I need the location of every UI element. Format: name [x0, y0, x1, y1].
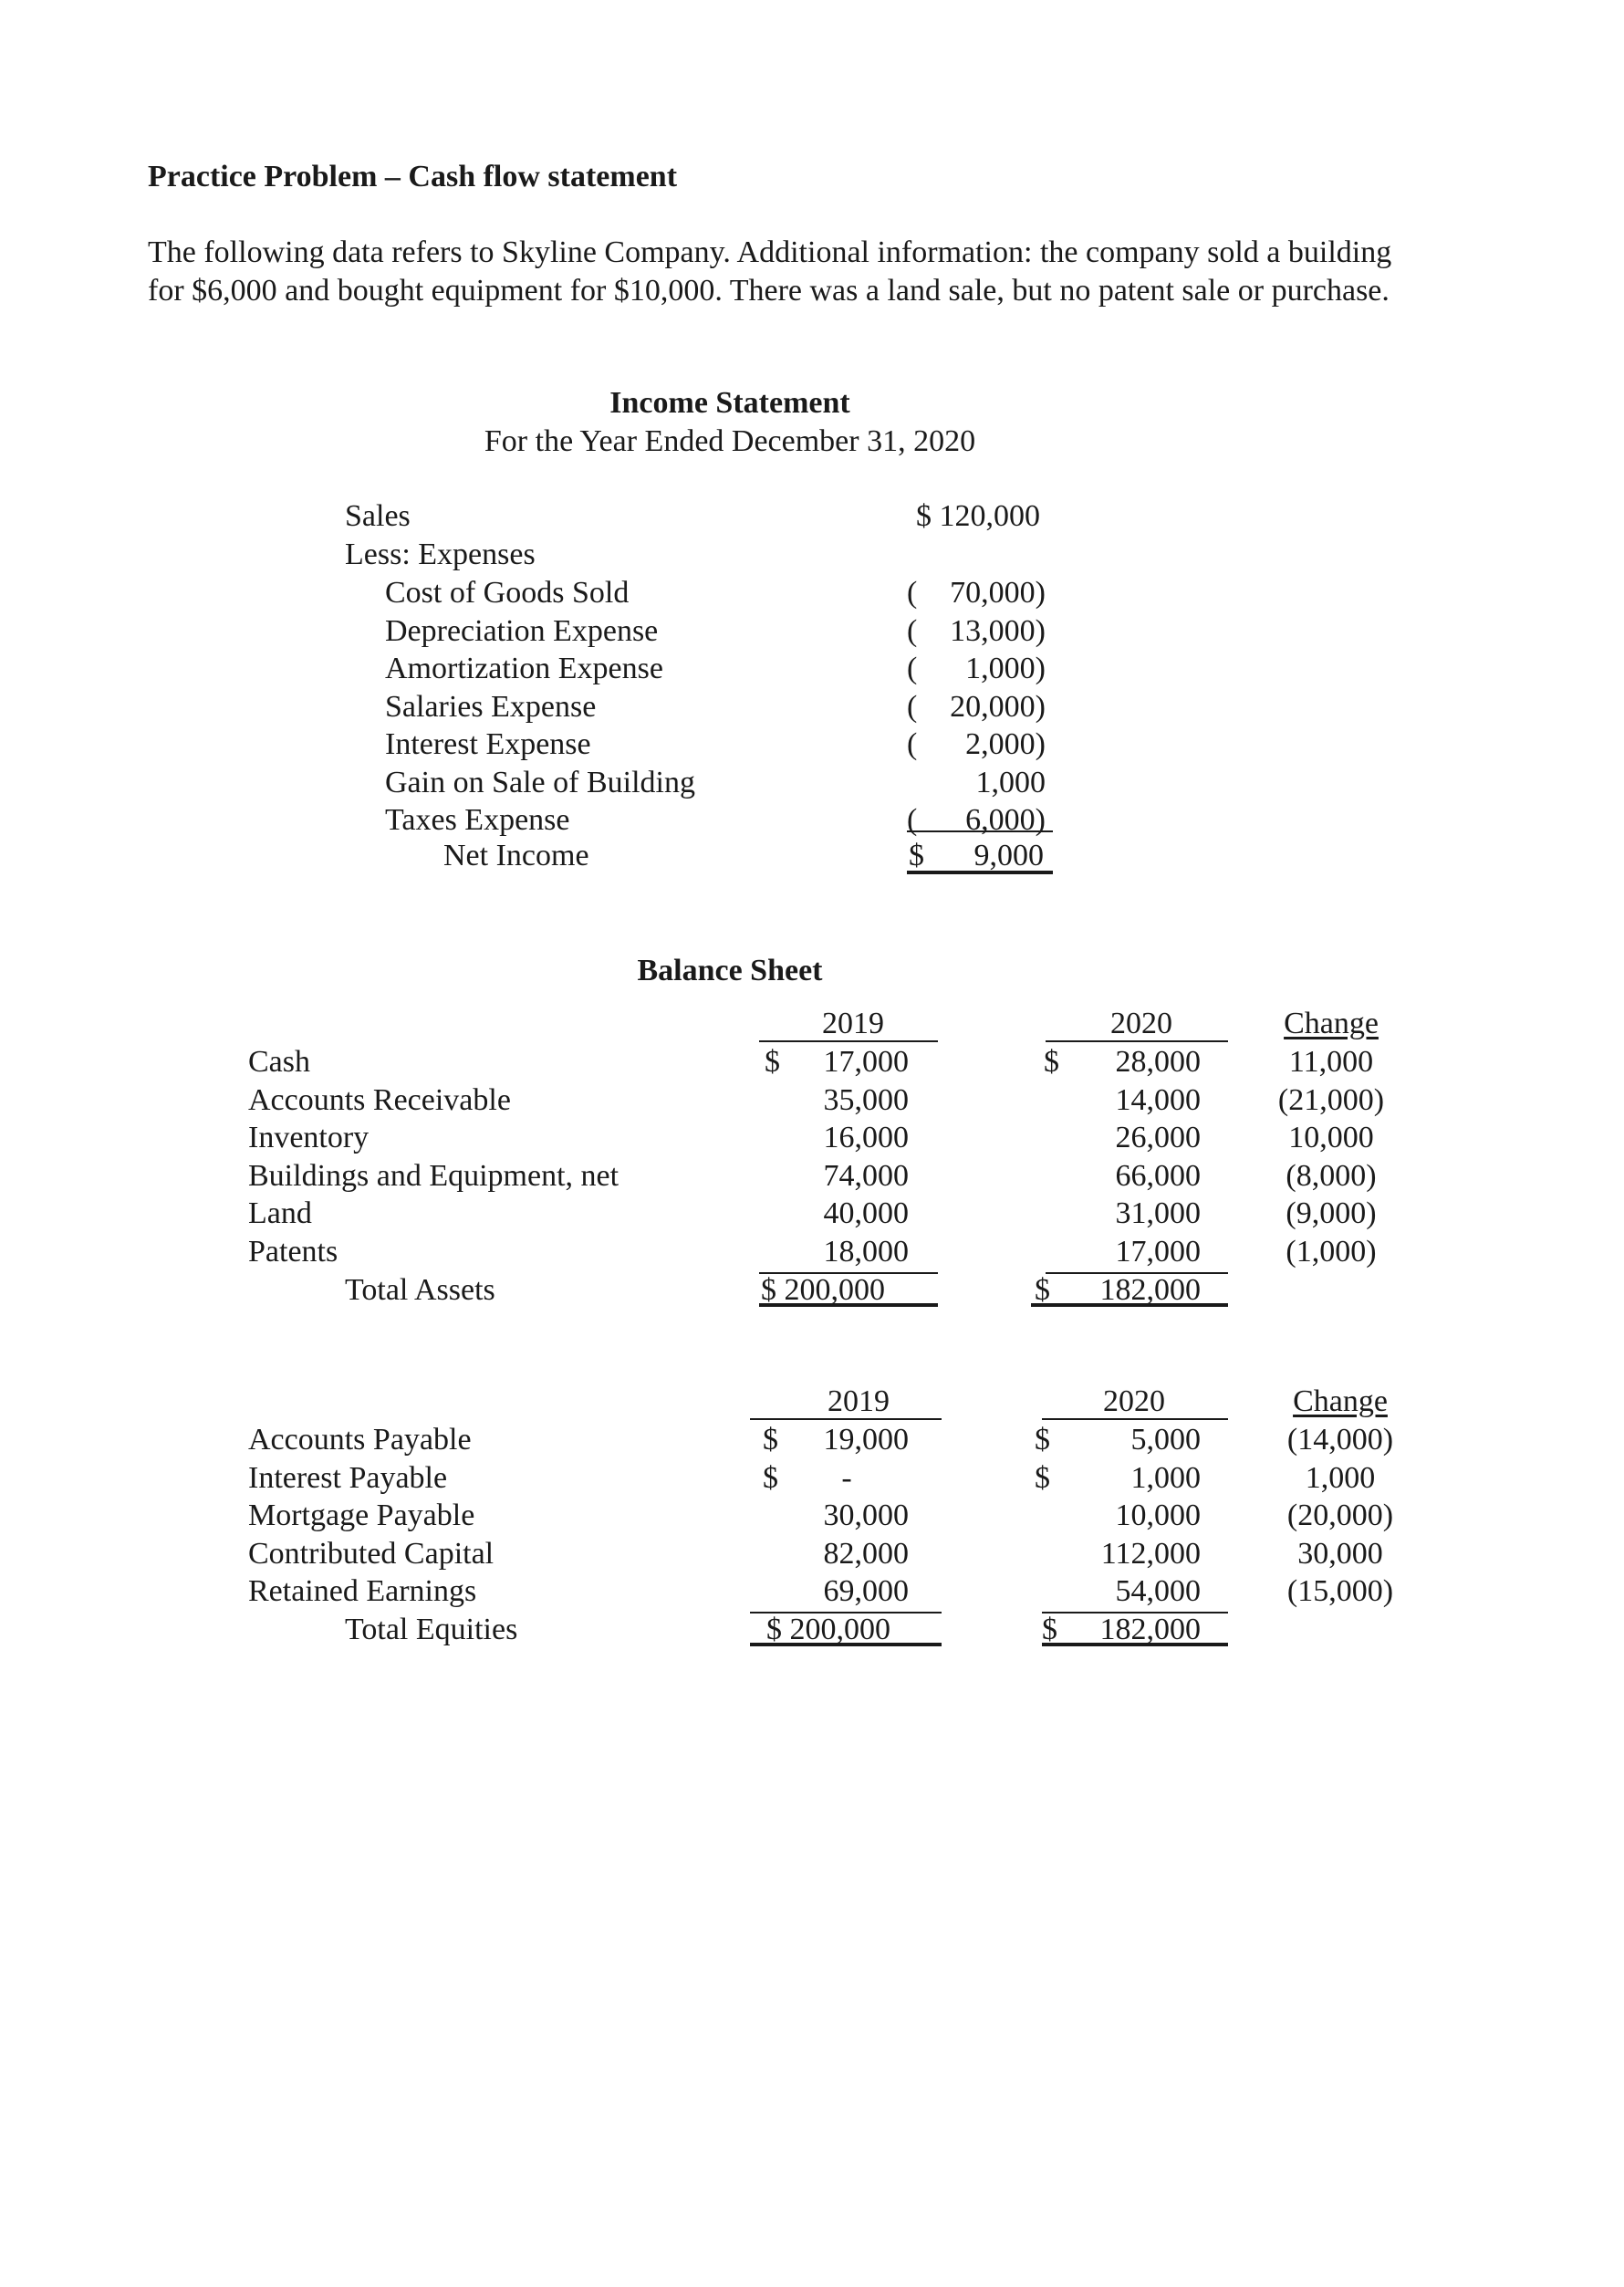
expense-label: Amortization Expense: [385, 652, 663, 685]
total-equities-label: Total Equities: [345, 1613, 518, 1646]
value-change: 30,000: [1297, 1537, 1383, 1571]
expense-value: 6,000): [965, 803, 1046, 837]
assets-col-change: Change: [1284, 1007, 1379, 1040]
value-change: (20,000): [1286, 1499, 1394, 1532]
total-equities-2020-double-underline: [1042, 1643, 1228, 1646]
value-2020: 26,000: [1115, 1121, 1201, 1154]
value-2020-dollar: $: [1044, 1045, 1059, 1079]
expense-value: 1,000): [965, 652, 1046, 685]
expense-value: 13,000): [950, 614, 1046, 648]
expense-label: Interest Expense: [385, 727, 591, 761]
balance-sheet-heading: Balance Sheet: [637, 954, 823, 987]
total-assets-2020: 182,000: [1099, 1273, 1201, 1307]
total-assets-2020-double-underline: [1031, 1303, 1228, 1307]
row-label: Inventory: [248, 1121, 370, 1154]
row-label: Buildings and Equipment, net: [248, 1159, 619, 1193]
value-2020: 31,000: [1115, 1196, 1201, 1230]
assets-col-2020-rule: [1046, 1040, 1228, 1042]
value-2019: -: [841, 1461, 852, 1495]
total-assets-2019: $ 200,000: [761, 1273, 885, 1307]
total-equities-2020-dollar: $: [1042, 1613, 1057, 1646]
equities-col-2019-rule: [750, 1418, 942, 1420]
value-2020: 14,000: [1115, 1083, 1201, 1117]
expense-paren: (: [907, 576, 918, 610]
value-2019: 17,000: [823, 1045, 909, 1079]
expense-label: Gain on Sale of Building: [385, 766, 695, 799]
value-change: (15,000): [1286, 1574, 1394, 1608]
value-2019: 30,000: [823, 1499, 909, 1532]
row-label: Patents: [248, 1235, 338, 1269]
value-2020-dollar: $: [1035, 1423, 1050, 1457]
value-change: 11,000: [1288, 1045, 1374, 1079]
value-2019: 40,000: [823, 1196, 909, 1230]
expense-label: Salaries Expense: [385, 690, 597, 724]
value-change: (21,000): [1277, 1083, 1385, 1117]
equities-col-2020: 2020: [1103, 1384, 1165, 1418]
value-2019: 69,000: [823, 1574, 909, 1608]
net-income-label: Net Income: [443, 839, 589, 872]
value-change: 1,000: [1305, 1461, 1376, 1495]
row-label: Interest Payable: [248, 1461, 448, 1495]
value-2020-dollar: $: [1035, 1461, 1050, 1495]
sales-label: Sales: [345, 499, 411, 533]
equities-col-change: Change: [1293, 1384, 1388, 1418]
assets-col-2020: 2020: [1110, 1007, 1172, 1040]
row-label: Land: [248, 1196, 312, 1230]
expense-value: 2,000): [965, 727, 1046, 761]
value-change: 10,000: [1288, 1121, 1374, 1154]
expense-value: 20,000): [950, 690, 1046, 724]
value-2020: 5,000: [1130, 1423, 1201, 1457]
value-2019: 18,000: [823, 1235, 909, 1269]
income-statement-heading: Income Statement: [609, 386, 850, 420]
total-assets-2019-double-underline: [759, 1303, 938, 1307]
value-2019-dollar: $: [763, 1461, 778, 1495]
expense-label: Depreciation Expense: [385, 614, 659, 648]
net-income-double-underline: [907, 871, 1053, 874]
document-title: Practice Problem – Cash flow statement: [148, 160, 678, 193]
total-equities-2019: $ 200,000: [766, 1613, 890, 1646]
value-2019-dollar: $: [763, 1423, 778, 1457]
expense-label: Taxes Expense: [385, 803, 570, 837]
value-2019-dollar: $: [765, 1045, 780, 1079]
expense-paren: (: [907, 652, 918, 685]
row-label: Mortgage Payable: [248, 1499, 475, 1532]
value-2019: 16,000: [823, 1121, 909, 1154]
net-income-value: 9,000: [973, 839, 1044, 872]
assets-col-2019-rule: [759, 1040, 938, 1042]
expense-paren: (: [907, 803, 918, 837]
total-assets-2020-dollar: $: [1035, 1273, 1050, 1307]
value-change: (1,000): [1286, 1235, 1377, 1269]
value-2020: 54,000: [1115, 1574, 1201, 1608]
value-change: (14,000): [1286, 1423, 1394, 1457]
row-label: Accounts Receivable: [248, 1083, 511, 1117]
value-change: (9,000): [1286, 1196, 1377, 1230]
expense-label: Cost of Goods Sold: [385, 576, 630, 610]
value-2020: 28,000: [1115, 1045, 1201, 1079]
row-label: Retained Earnings: [248, 1574, 477, 1608]
value-2020: 66,000: [1115, 1159, 1201, 1193]
expense-paren: (: [907, 614, 918, 648]
less-expenses-label: Less: Expenses: [345, 538, 536, 571]
equities-col-2020-rule: [1042, 1418, 1228, 1420]
expense-value: 1,000: [975, 766, 1046, 799]
value-2020: 1,000: [1130, 1461, 1201, 1495]
value-2019: 35,000: [823, 1083, 909, 1117]
row-label: Accounts Payable: [248, 1423, 472, 1457]
value-2019: 82,000: [823, 1537, 909, 1571]
intro-paragraph: The following data refers to Skyline Company. Additional information: the company sold a building for $6,000 and bought equipment for $10,000. There was a land sale, but no patent sale or purchase.: [148, 235, 1392, 308]
value-2019: 74,000: [823, 1159, 909, 1193]
sales-value: $ 120,000: [916, 499, 1040, 533]
expense-paren: (: [907, 727, 918, 761]
equities-col-2019: 2019: [828, 1384, 890, 1418]
row-label: Contributed Capital: [248, 1537, 494, 1571]
value-2019: 19,000: [823, 1423, 909, 1457]
row-label: Cash: [248, 1045, 310, 1079]
value-change: (8,000): [1286, 1159, 1377, 1193]
taxes-underline: [907, 830, 1053, 832]
expense-value: 70,000): [950, 576, 1046, 610]
total-assets-label: Total Assets: [345, 1273, 495, 1307]
total-equities-2019-double-underline: [750, 1643, 942, 1646]
net-income-dollar: $: [909, 839, 924, 872]
assets-col-2019: 2019: [822, 1007, 884, 1040]
value-2020: 10,000: [1115, 1499, 1201, 1532]
total-equities-2020: 182,000: [1099, 1613, 1201, 1646]
income-statement-period: For the Year Ended December 31, 2020: [484, 424, 976, 458]
expense-paren: (: [907, 690, 918, 724]
value-2020: 112,000: [1100, 1537, 1201, 1571]
value-2020: 17,000: [1115, 1235, 1201, 1269]
